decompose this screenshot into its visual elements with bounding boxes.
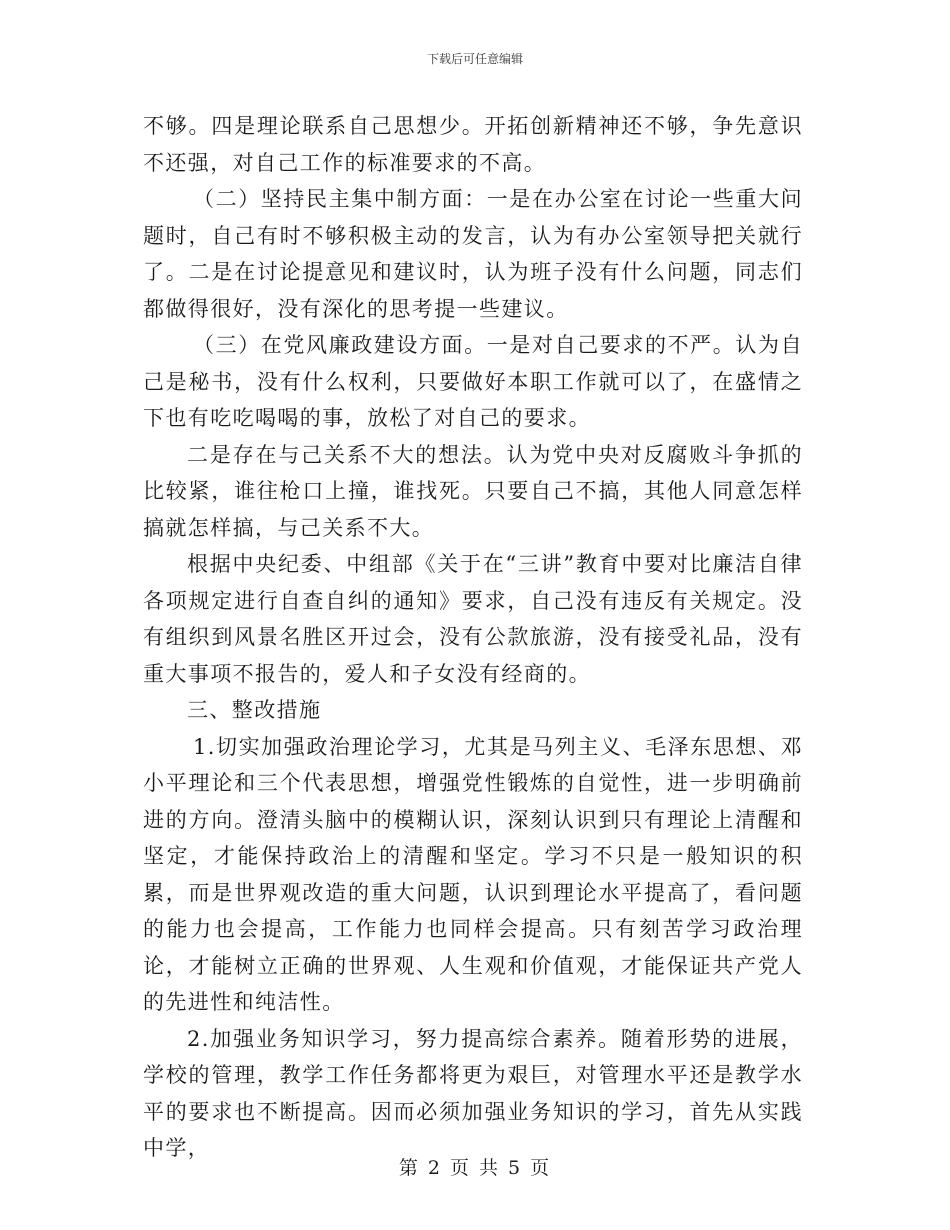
document-body [143,108,803,1167]
paragraph: 根据中央纪委、中组部《关于在“三讲”教育中要对比廉洁自律各项规定进行自查自纠的通知》要求，自己没有违反有关规定。没有组织到风景名胜区开过会，没有公款旅游，没有接受礼品，没有重大事项不报告的，爱人和子女没有经商的。 [143,552,803,686]
paragraph: 不够。四是理论联系自己思想少。开拓创新精神还不够，争先意识不还强，对自己工作的标准要求的不高。 [143,114,803,175]
paragraph: 1.切实加强政治理论学习，尤其是马列主义、毛泽东思想、邓小平理论和三个代表思想，增强党性锻炼的自觉性，进一步明确前进的方向。澄清头脑中的模糊认识，深刻认识到只有理论上清醒和坚定，才能保持政治上的清醒和坚定。学习不只是一般知识的积累，而是世界观改造的重大问题，认识到理论水平提高了，看问题的能力也会提高，工作能力也同样会提高。只有刻苦学习政治理论，才能树立正确的世界观、人生观和价值观，才能保证共产党人的先进性和纯洁性。 [143,734,803,1014]
page-header: 下载后可任意编辑 [426,52,523,66]
page-number: 第 2 页 共 5 页 [398,1157,552,1179]
section-heading: 三、整改措施 [187,698,322,722]
paragraph: （三）在党风廉政建设方面。一是对自己要求的不严。认为自己是秘书，没有什么权利，只要做好本职工作就可以了，在盛情之下也有吃吃喝喝的事，放松了对自己的要求。 [143,333,803,430]
paragraph: （二）坚持民主集中制方面：一是在办公室在讨论一些重大问题时，自己有时不够积极主动的发言，认为有办公室领导把关就行了。二是在讨论提意见和建议时，认为班子没有什么问题，同志们都做得很好，没有深化的思考提一些建议。 [143,187,803,321]
paragraph: 2.加强业务知识学习，努力提高综合素养。随着形势的进展，学校的管理，教学工作任务都将更为艰巨，对管理水平还是教学水平的要求也不断提高。因而必须加强业务知识的学习，首先从实践中学， [143,1026,803,1160]
paragraph: 二是存在与己关系不大的想法。认为党中央对反腐败斗争抓的比较紧，谁往枪口上撞，谁找死。只要自己不搞，其他人同意怎样搞就怎样搞，与己关系不大。 [143,442,803,540]
